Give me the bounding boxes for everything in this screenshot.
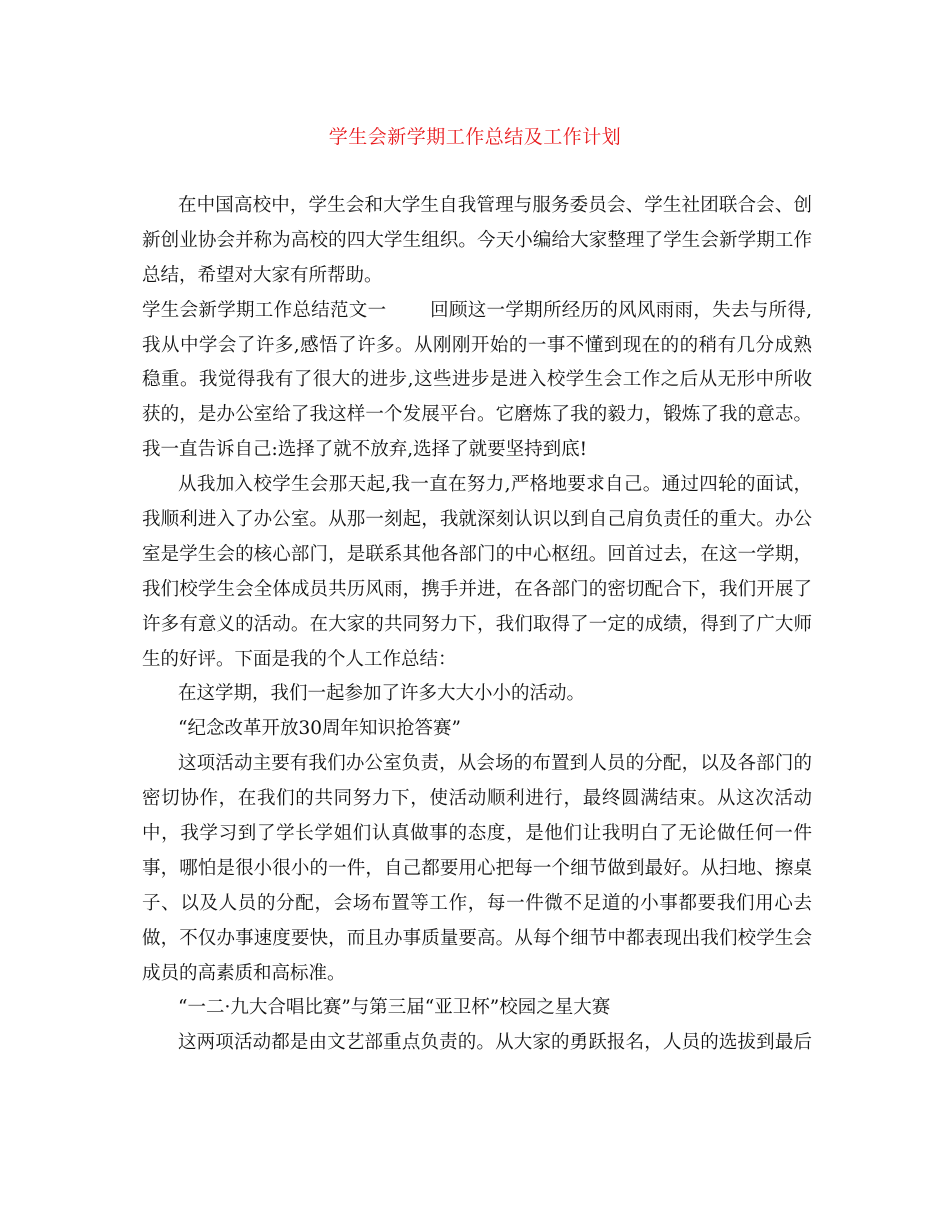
text-line: 新创业协会并称为高校的四大学生组织。今天小编给大家整理了学生会新学期工作 bbox=[142, 229, 812, 251]
text-line: 子、以及人员的分配，会场布置等工作，每一件微不足道的小事都要我们用心去 bbox=[142, 892, 812, 914]
text-line: 我顺利进入了办公室。从那一刻起，我就深刻认识以到自己肩负责任的重大。办公 bbox=[142, 509, 812, 531]
text-line: “纪念改革开放30周年知识抢答赛” bbox=[178, 718, 461, 740]
text-line: 成员的高素质和高标准。 bbox=[142, 962, 346, 984]
document-title: 学生会新学期工作总结及工作计划 bbox=[328, 126, 622, 148]
text-line: 这项活动主要有我们办公室负责，从会场的布置到人员的分配，以及各部门的 bbox=[178, 753, 812, 775]
text-line: 我们校学生会全体成员共历风雨，携手并进，在各部门的密切配合下，我们开展了 bbox=[142, 578, 812, 600]
text-line: 从我加入校学生会那天起,我一直在努力,严格地要求自己。通过四轮的面试， bbox=[178, 474, 812, 496]
document-body bbox=[142, 189, 812, 1061]
text-line: 事，哪怕是很小很小的一件，自己都要用心把每一个细节做到最好。从扫地、擦桌 bbox=[142, 857, 812, 879]
text-line: 获的，是办公室给了我这样一个发展平台。它磨炼了我的毅力，锻炼了我的意志。 bbox=[142, 404, 812, 426]
text-line: 我一直告诉自己:选择了就不放弃,选择了就要坚持到底! bbox=[142, 439, 588, 461]
text-line: 许多有意义的活动。在大家的共同努力下，我们取得了一定的成绩，得到了广大师 bbox=[142, 613, 812, 635]
text-line: 这两项活动都是由文艺部重点负责的。从大家的勇跃报名，人员的选拔到最后 bbox=[178, 1032, 812, 1054]
text-line: 中，我学习到了学长学姐们认真做事的态度，是他们让我明白了无论做任何一件 bbox=[142, 823, 812, 845]
text-line: “一二·九大合唱比赛”与第三届“亚卫杯”校园之星大赛 bbox=[178, 997, 611, 1019]
text-line: 在这学期，我们一起参加了许多大大小小的活动。 bbox=[178, 683, 586, 705]
text-line: 总结，希望对大家有所帮助。 bbox=[142, 264, 383, 286]
text-line: 做，不仅办事速度要快，而且办事质量要高。从每个细节中都表现出我们校学生会 bbox=[142, 927, 812, 949]
text-line: 密切协作，在我们的共同努力下，使活动顺利进行，最终圆满结束。从这次活动 bbox=[142, 788, 812, 810]
text-line: 在中国高校中，学生会和大学生自我管理与服务委员会、学生社团联合会、创 bbox=[178, 195, 812, 216]
text-line: 生的好评。下面是我的个人工作总结： bbox=[142, 648, 457, 670]
text-line: 室是学生会的核心部门，是联系其他各部门的中心枢纽。回首过去，在这一学期， bbox=[142, 543, 812, 565]
text-line: 我从中学会了许多,感悟了许多。从刚刚开始的一事不懂到现在的的稍有几分成熟 bbox=[142, 334, 812, 356]
text-line: 稳重。我觉得我有了很大的进步,这些进步是进入校学生会工作之后从无形中所收 bbox=[142, 369, 812, 391]
text-line: 学生会新学期工作总结范文一 回顾这一学期所经历的风风雨雨，失去与所得, bbox=[142, 299, 812, 321]
